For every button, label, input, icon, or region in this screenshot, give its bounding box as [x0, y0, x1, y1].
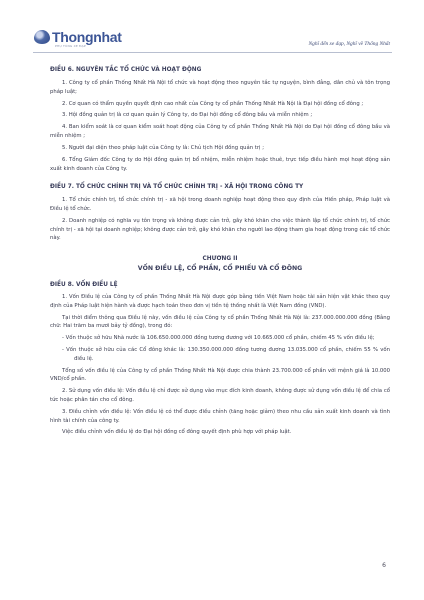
- chapter-title: VỐN ĐIỀU LỆ, CỔ PHẦN, CỔ PHIẾU VÀ CỔ ĐÔNG: [137, 264, 303, 272]
- article-7-title: ĐIỀU 7. TỔ CHỨC CHÍNH TRỊ VÀ TỔ CHỨC CHÍNH TRỊ - XÃ HỘI TRONG CÔNG TY: [50, 184, 304, 191]
- article-6-item-2: 2. Cơ quan có thẩm quyền quyết định cao nhất của Công ty cổ phần Thống Nhất Hà Nội là Đại hội đồng cổ đông ;: [62, 100, 364, 107]
- article-8-charter-capital: Tại thời điểm thông qua Điều lệ này, vốn điều lệ của Công ty cổ phần Thống Nhất Hà Nội là: 237.000.000.000 đồng (Bằng chữ: Hai trăm ba mươi bảy tỷ đồng), trong đó:: [50, 314, 390, 330]
- article-8-total-shares: Tổng số vốn điều lệ của Công ty cổ phần Thống Nhất Hà Nội được chia thành 23.700.000 cổ phần với mệnh giá là 10.000 VND/cổ phần.: [50, 367, 390, 383]
- article-8-state-capital: - Vốn thuộc sở hữu Nhà nước là 106.650.000.000 đồng tương đương với 10.665.000 cổ phần, chiếm 45 % vốn điều lệ;: [62, 335, 375, 342]
- company-logo: [34, 30, 122, 44]
- article-8-adjustment: Việc điều chỉnh vốn điều lệ do Đại hội đồng cổ đông quyết định phù hợp với pháp luật.: [62, 429, 292, 436]
- page-header: [0, 0, 424, 60]
- article-7-item-2: 2. Doanh nghiệp có nghĩa vụ tôn trọng và không được cản trở, gây khó khăn cho việc thành lập tổ chức chính trị, tổ chức chính trị - xã hội tại doanh nghiệp; không được cản trở, gây khó khăn cho người lao động tham gia hoạt động trong các tổ chức này.: [50, 217, 390, 242]
- article-8-item-3: 3. Điều chỉnh vốn điều lệ: Vốn điều lệ có thể được điều chỉnh (tăng hoặc giảm) theo nhu cầu sản xuất kinh doanh và tình hình tài chính của công ty.: [50, 408, 390, 424]
- article-6-item-4: 4. Ban kiểm soát là cơ quan kiểm soát hoạt động của Công ty cổ phần Thống Nhất Hà Nội do Đại hội đồng cổ đông bầu và miễn nhiệm ;: [50, 124, 390, 140]
- header-slogan: Nghĩ đến xe đạp, Nghĩ về Thống Nhất: [308, 41, 390, 47]
- header-divider: [33, 52, 392, 53]
- article-8-item-1: 1. Vốn Điều lệ của Công ty cổ phần Thống Nhất Hà Nội được góp bằng tiền Việt Nam hoặc tài sản hiện vật khác theo quy định của Pháp luật hiện hành và được hạch toán theo đơn vị tiền tệ thống nhất là Việt Nam đồng (VND).: [50, 293, 390, 309]
- article-8-other-capital: - Vốn thuộc sở hữu của các Cổ đông khác là: 130.350.000.000 đồng tương đương 13.035.000 cổ phần, chiếm 55 % vốn điều lệ.: [62, 347, 390, 362]
- article-6-item-5: 5. Người đại diện theo pháp luật của Công ty là: Chủ tịch Hội đồng quản trị ;: [62, 144, 264, 151]
- document-body: [50, 66, 390, 440]
- article-7-item-1: 1. Tổ chức chính trị, tổ chức chính trị - xã hội trong doanh nghiệp hoạt động theo quy định của Hiến pháp, Pháp luật và Điều lệ tổ chức.: [50, 197, 390, 212]
- article-8-title: ĐIỀU 8. VỐN ĐIỀU LỆ: [50, 281, 118, 288]
- article-6-item-3: 3. Hội đồng quản trị là cơ quan quản lý Công ty, do Đại hội đồng cổ đông bầu và miễn nhiệm ;: [62, 112, 313, 119]
- globe-logo-icon: [34, 30, 50, 44]
- article-6-item-6: 6. Tổng Giám đốc Công ty do Hội đồng quản trị bổ nhiệm, miễn nhiệm hoặc thuê, trực tiếp điều hành mọi hoạt động sản xuất kinh doanh của Công ty.: [50, 156, 390, 172]
- logo-subtitle: PHỤ TÙNG XE ĐẠP: [55, 44, 86, 48]
- logo-text: Thongnhat: [52, 29, 122, 45]
- article-6-title: ĐIỀU 6. NGUYÊN TẮC TỔ CHỨC VÀ HOẠT ĐỘNG: [50, 67, 202, 73]
- page-number: 6: [382, 562, 386, 569]
- chapter-number: CHƯƠNG II: [202, 255, 238, 262]
- article-6-item-1: 1. Công ty cổ phần Thống Nhất Hà Nội tổ chức và hoạt động theo nguyên tắc tự nguyện, bình đẳng, dân chủ và tôn trọng pháp luật;: [50, 80, 390, 95]
- article-8-item-2: 2. Sử dụng vốn điều lệ: Vốn điều lệ chỉ được sử dụng vào mục đích kinh doanh, không được sử dụng vốn điều lệ để chia cổ tức hoặc phân tán cho cổ đông.: [50, 388, 390, 403]
